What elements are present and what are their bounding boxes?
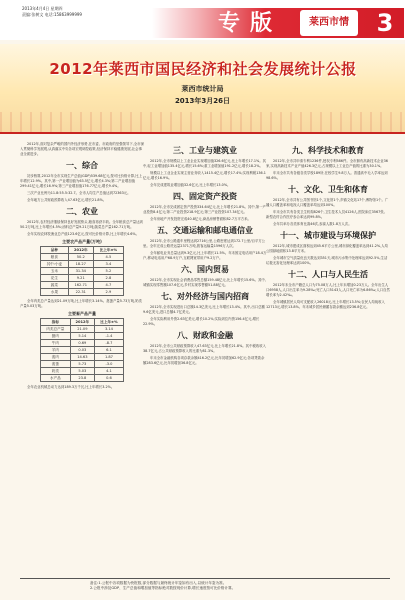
paragraph: 2012年,农村经济继续保持良好发展势头,粮食再获丰收。全年粮食总产量达到50.2万吨,比上年增长4.5%;油料总产量9.21万吨;蔬菜总产量162.71万吨。 [20, 220, 143, 229]
section-heading: 六、国内贸易 [181, 265, 229, 274]
section-title: 专版 [217, 10, 282, 36]
paragraph: 全年肉类总产量达到21.09万吨,比上年增长3.14%。禽蛋产量5.73万吨,奶类产量5.03万吨。 [20, 299, 142, 308]
table-cell: 4.5 [93, 254, 123, 261]
paragraph: 2012年,全市实现进出口总额14.3亿美元,比上年增长13.4%。其中,出口总额9.6亿美元,进口总额4.7亿美元。 [143, 305, 265, 314]
table-cell: 水产品 [41, 375, 71, 382]
table-row [41, 326, 124, 333]
paragraph: 2012年,全市公路通车里程达到2716公里,公路密度达到172.7公里/百平方公里。全年完成公路货运量2371万吨,旅客运输量1596万人次。 [143, 239, 266, 248]
section-heading: 一、综合 [66, 161, 98, 170]
footer-note: 备注:1.公报中各项数据为快报数,部分数据与最终统计年鉴如有出入,以统计年鉴为准。 [90, 581, 227, 585]
table-row [41, 368, 124, 375]
table-cell: 2.8 [93, 275, 123, 282]
paragraph: 全年共举办各类体育比赛46次,参赛人数1.8万人次。 [273, 222, 352, 226]
section-heading: 九、科学技术和教育 [292, 146, 364, 155]
table-cell: 玉米 [41, 268, 69, 275]
table-header-row [41, 247, 124, 254]
banner-decoration [0, 112, 405, 132]
table-cell: 0.03 [70, 347, 94, 354]
table-cell: 5.2 [93, 268, 123, 275]
table-row [41, 261, 124, 268]
table-row [41, 347, 124, 354]
table-cell: -1.4 [94, 333, 123, 340]
table-cell: 粮食 [41, 254, 69, 261]
paragraph: 三次产业比例为11.8:55.5:32.7。全市人均生产总值达到72363元。 [27, 191, 131, 195]
table-cell: 肉类总产量 [41, 326, 71, 333]
table-header-cell: 品种 [41, 247, 69, 254]
paragraph: 全年城镇居民人均可支配收入26018元,比上年增长13.5%;农民人均纯收入12713元,增长13.8%。年末城乡居民储蓄存款余额达到236.8亿元。 [266, 300, 385, 309]
livestock-output-table [40, 318, 124, 382]
section-heading: 八、财政和金融 [177, 331, 233, 340]
section-heading: 十二、人口与人民生活 [288, 270, 368, 279]
table-caption: 主要农产品产量(万吨) [62, 239, 102, 244]
table-row [41, 282, 124, 289]
paragraph: 2012年末全市户籍总人口为75.08万人,比上年末增加0.23万人。全年出生人口6958人,人口出生率为9.28‰;死亡人口5143人,人口死亡率为6.86‰;人口自然增长率为2.42‰。 [266, 283, 390, 297]
column-3 [266, 142, 390, 312]
table-cell: 9.21 [68, 275, 93, 282]
table-row [41, 268, 124, 275]
table-cell: 蔬菜 [41, 282, 69, 289]
paragraph: 初步核算,2012年全市实现生产总值(GDP)539.68亿元,按可比价格计算,比上年增长12.9%。其中,第一产业增加值为63.5亿元,增长4.3%;第二产业增加值299.41亿元,增长16.9%;第三产业增加值176.77亿元,增长9.4%。 [20, 174, 143, 188]
footer-divider [20, 578, 390, 579]
table-row [41, 289, 124, 296]
table-cell: 羊肉 [41, 347, 71, 354]
page-header [0, 0, 405, 40]
table-cell: 2.9 [93, 289, 123, 296]
table-cell: 牛肉 [41, 340, 71, 347]
table-cell: 18.27 [68, 261, 93, 268]
paragraph: 年末全市共有各级各类学校189所,在校学生9.8万人。普通高中毛入学率达到98.6%。 [266, 171, 388, 180]
table-cell: 21.09 [70, 326, 94, 333]
editor-contact: 责编:张树文 电话:15863999999 [22, 12, 82, 17]
section-brand: 莱西市情 [300, 10, 358, 36]
paragraph: 全年城市空气质量优良天数达到351天,城市污水集中处理率达到92.5%,生活垃圾无害化处理率达到100%。 [266, 256, 388, 265]
table-row [41, 254, 124, 261]
paragraph: 全年实现农林牧渔业总产值123.6亿元,按可比价格计算,比上年增长4.6%。 [27, 232, 140, 236]
table-cell: 花生 [41, 275, 69, 282]
paragraph: 2012年,城市建成区面积达到45.6平方公里,城市绿化覆盖率达到41.2%,人均公园绿地面积13.8平方米。 [266, 244, 388, 253]
table-header-cell: 比上年±% [93, 247, 123, 254]
table-cell: 6.1 [94, 347, 123, 354]
section-heading: 二、农业 [66, 207, 98, 216]
table-cell: 4.7 [93, 282, 123, 289]
paragraph: 全年农业机械总动力达到189.3万千瓦,比上年增长3.2%。 [27, 385, 115, 389]
section-heading: 三、工业与建筑业 [173, 146, 237, 155]
table-row [41, 375, 124, 382]
table-row [41, 275, 124, 282]
paragraph: 全年实际利用外资2.63亿美元,增长10.2%;实际到位内资156.4亿元,增长22.9%。 [143, 317, 260, 326]
table-cell: 31.34 [68, 268, 93, 275]
paragraph: 2012年,全市共有公共图书馆1个,文化馆1个,乡镇文化站17个,博物馆1个。广播人口覆盖率和电视人口覆盖率均达到100%。 [266, 198, 389, 207]
paragraph: 规模以上工业企业实现主营业务收入1415.4亿元,增长17.4%;实现利税136.1亿元,增长16.9%。 [143, 171, 266, 180]
table-cell: 1.87 [94, 354, 123, 361]
section-heading: 七、对外经济与国内招商 [161, 292, 249, 301]
paragraph: 全年完成建筑业增加值32.6亿元,比上年增长13.0%。 [150, 183, 231, 187]
paragraph: 年末全市共有各类卫生机构826个,卫生技术人员4126人,医院床位3567张。新型农村合作医疗参合率达到99.8%。 [266, 210, 388, 219]
table-header-row [41, 319, 124, 326]
table-cell: 14.63 [70, 354, 94, 361]
table-cell: 3.4 [93, 261, 123, 268]
paragraph: 全年房地产开发投资完成40.8亿元,商品房销售面积82.7万平方米。 [150, 217, 251, 221]
table-cell: 禽肉 [41, 354, 71, 361]
table-header-cell: 2012年 [70, 319, 94, 326]
section-heading: 十、文化、卫生和体育 [288, 185, 368, 194]
column-2 [143, 142, 267, 368]
table-row [41, 333, 124, 340]
footer-notes [90, 581, 390, 591]
intro-paragraph: 2012年,面对复杂严峻的国内外经济形势,在市委、市政府的坚强领导下,全市深入贯彻科学发展观,认真落实中央各项宏观调控政策,经济保持平稳健康发展,社会事业全面进步。 [20, 142, 144, 156]
table-row [41, 361, 124, 368]
paragraph: 2012年,全市完成固定资产投资334.64亿元,比上年增长21.8%。其中,第一产业投资8.4亿元;第二产业投资218.9亿元;第三产业投资107.34亿元。 [143, 205, 266, 214]
header-meta [22, 6, 82, 18]
table-cell: 0.6 [94, 375, 123, 382]
issue-date: 2013年4月4日 星期四 [22, 6, 63, 11]
table-cell: 5.14 [70, 333, 94, 340]
table-row [41, 354, 124, 361]
footer-note: 2.公报中涉及GDP、生产总值和增加值等指标绝对数按现价计算,增长速度按可比价格计算。 [90, 586, 236, 590]
table-cell: 3.14 [94, 326, 123, 333]
section-heading: 十一、城市建设与环境保护 [280, 231, 376, 240]
column-1 [20, 142, 144, 392]
paragraph: 2012年,全市规模以上工业企业实现增加值326.6亿元,比上年增长17.1%。其中,轻工业增加值135.4亿元,增长15.6%;重工业增加值191.2亿元,增长18.2%。 [143, 159, 267, 168]
report-date: 2013年3月26日 [174, 97, 231, 105]
table-cell: 5.73 [70, 361, 94, 368]
report-title: 2012年莱西市国民经济和社会发展统计公报 [49, 60, 357, 78]
table-caption: 主要畜产品产量 [68, 311, 96, 316]
table-cell: -3.0 [94, 361, 123, 368]
table-cell: 奶类 [41, 368, 71, 375]
paragraph: 2012年,全市共申请专利1236件,授权专利586件。全市拥有高新技术企业36家,实现高新技术产业产值426.3亿元,占规模以上工业总产值的比重为30.1%。 [266, 159, 388, 168]
paragraph: 全年地方公共财政预算收入47.63亿元,增长21.8%。 [27, 198, 107, 202]
section-heading: 五、交通运输和邮电通信业 [157, 226, 253, 235]
paragraph: 全年邮电业务总量达到9.3亿元,比上年增长11.5%。年末固定电话用户18.4万户,移动电话用户68.9万户,互联网宽带用户9.2万户。 [143, 251, 267, 260]
table-cell: 5.03 [70, 368, 94, 375]
page-number: 3 [376, 9, 394, 37]
table-header-cell: 指标 [41, 319, 71, 326]
paragraph: 2012年,全市实现社会消费品零售总额159.48亿元,比上年增长15.6%。其中,城镇实现零售额107.6亿元,乡村实现零售额51.88亿元。 [143, 278, 266, 287]
crop-output-table [40, 246, 124, 296]
table-cell: 猪肉 [41, 333, 71, 340]
section-heading: 四、固定资产投资 [173, 192, 237, 201]
table-cell: 水果 [41, 289, 69, 296]
table-cell: 其中:小麦 [41, 261, 69, 268]
table-cell: 50.2 [68, 254, 93, 261]
table-header-cell: 2012年 [68, 247, 93, 254]
table-row [41, 340, 124, 347]
paragraph: 2012年,全市公共财政预算收入47.63亿元,比上年增长21.8%。其中税收收入38.7亿元,占公共财政预算收入的比重为81.3%。 [143, 344, 267, 353]
report-banner [0, 44, 405, 134]
table-cell: 22.31 [68, 289, 93, 296]
table-cell: 23.8 [70, 375, 94, 382]
table-header-cell: 比上年±% [94, 319, 123, 326]
paragraph: 年末全市金融机构各项存款余额416.2亿元,比年初增加62.9亿元;各项贷款余额283.6亿元,比年初增加36.8亿元。 [143, 356, 265, 365]
table-cell: 0.69 [70, 340, 94, 347]
table-cell: 162.71 [68, 282, 93, 289]
table-cell: 4.1 [94, 368, 123, 375]
issuing-agency: 莱西市统计局 [181, 85, 224, 93]
table-cell: 禽蛋 [41, 361, 71, 368]
table-cell: -8.7 [94, 340, 123, 347]
